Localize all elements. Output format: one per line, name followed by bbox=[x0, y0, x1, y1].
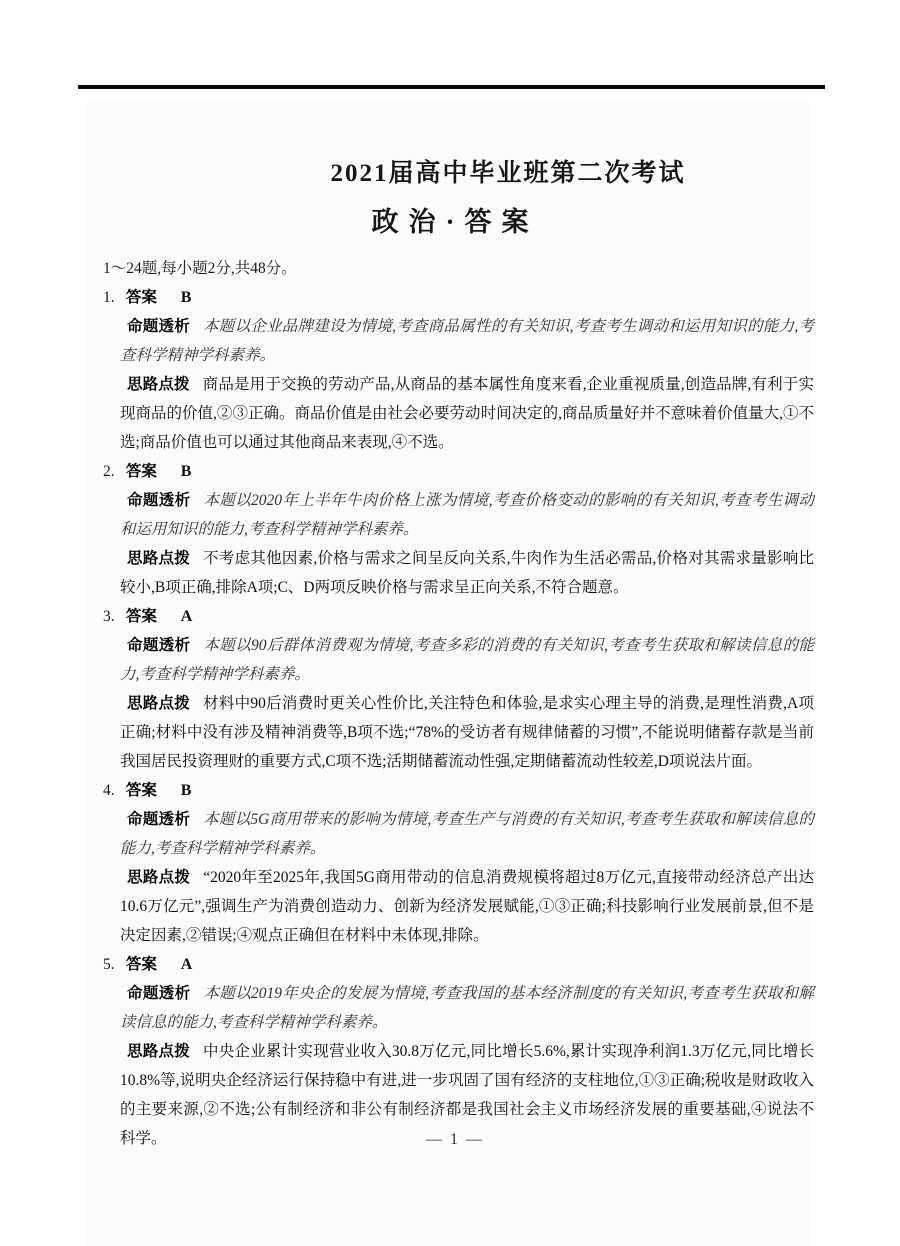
answer-label: 答案 bbox=[125, 463, 157, 480]
question-block bbox=[103, 776, 814, 950]
tips-paragraph bbox=[103, 370, 814, 457]
analysis-label: 命题透析 bbox=[127, 811, 191, 828]
answer-letter: A bbox=[180, 956, 193, 973]
question-number: 3. bbox=[103, 608, 115, 625]
question-block bbox=[103, 283, 814, 457]
answer-letter: B bbox=[180, 289, 192, 306]
analysis-text: 本题以2020年上半年牛肉价格上涨为情境,考查价格变动的影响的有关知识,考查考生调动和运用知识的能力,考查科学精神学科素养。 bbox=[120, 492, 814, 538]
answer-line bbox=[103, 457, 814, 486]
analysis-label: 命题透析 bbox=[127, 637, 191, 654]
tips-text: 中央企业累计实现营业收入30.8万亿元,同比增长5.6%,累计实现净利润1.3万亿元,同比增长10.8%等,说明央企经济运行保持稳中有进,进一步巩固了国有经济的支柱地位,①③正确;税收是财政收入的主要来源,②不选;公有制经济和非公有制经济都是我国社会主义市场经济发展的重要基础,④说法不科学。 bbox=[120, 1043, 814, 1147]
answer-label: 答案 bbox=[125, 608, 157, 625]
subject-title: 政治·答案 bbox=[371, 207, 539, 237]
question-block bbox=[103, 950, 814, 1153]
tips-text: “2020年至2025年,我国5G商用带动的信息消费规模将超过8万亿元,直接带动经济总产出达10.6万亿元”,强调生产为消费创造动力、创新为经济发展赋能,①③正确;科技影响行业发展前景,但不是决定因素,②错误;④观点正确但在材料中未体现,排除。 bbox=[120, 869, 814, 944]
answers-content bbox=[103, 254, 814, 1153]
questions-list bbox=[103, 283, 814, 1153]
answer-label: 答案 bbox=[125, 956, 157, 973]
answer-label: 答案 bbox=[125, 289, 157, 306]
tips-label: 思路点拨 bbox=[127, 550, 191, 567]
tips-label: 思路点拨 bbox=[127, 1043, 190, 1060]
question-block bbox=[103, 602, 814, 776]
question-block bbox=[103, 457, 814, 602]
analysis-label: 命题透析 bbox=[127, 318, 191, 335]
analysis-text: 本题以90后群体消费观为情境,考查多彩的消费的有关知识,考查考生获取和解读信息的能力,考查科学精神学科素养。 bbox=[120, 637, 814, 683]
tips-label: 思路点拨 bbox=[127, 869, 191, 886]
tips-paragraph bbox=[103, 544, 814, 602]
answer-letter: B bbox=[180, 782, 192, 799]
analysis-paragraph bbox=[103, 805, 814, 863]
answer-letter: B bbox=[180, 463, 192, 480]
tips-text: 商品是用于交换的劳动产品,从商品的基本属性角度来看,企业重视质量,创造品牌,有利于实现商品的价值,②③正确。商品价值是由社会必要劳动时间决定的,商品质量好并不意味着价值量大,①不选;商品价值也可以通过其他商品来表现,④不选。 bbox=[120, 376, 814, 451]
scoring-note: 1～24题,每小题2分,共48分。 bbox=[103, 260, 297, 277]
analysis-text: 本题以2019年央企的发展为情境,考查我国的基本经济制度的有关知识,考查考生获取和解读信息的能力,考查科学精神学科素养。 bbox=[120, 985, 814, 1031]
top-rule-divider bbox=[78, 85, 825, 89]
question-number: 4. bbox=[103, 782, 115, 799]
analysis-label: 命题透析 bbox=[127, 985, 191, 1002]
answer-line bbox=[103, 283, 814, 312]
answer-label: 答案 bbox=[125, 782, 157, 799]
tips-label: 思路点拨 bbox=[127, 376, 190, 393]
analysis-text: 本题以企业品牌建设为情境,考查商品属性的有关知识,考查考生调动和运用知识的能力,考查科学精神学科素养。 bbox=[120, 318, 814, 364]
answer-line bbox=[103, 602, 814, 631]
tips-paragraph bbox=[103, 863, 814, 950]
answer-line bbox=[103, 776, 814, 805]
tips-text: 不考虑其他因素,价格与需求之间呈反向关系,牛肉作为生活必需品,价格对其需求量影响比较小,B项正确,排除A项;C、D两项反映价格与需求呈正向关系,不符合题意。 bbox=[120, 550, 814, 596]
question-number: 5. bbox=[103, 956, 115, 973]
tips-label: 思路点拨 bbox=[127, 695, 191, 712]
tips-paragraph bbox=[103, 689, 814, 776]
answer-letter: A bbox=[180, 608, 193, 625]
analysis-paragraph bbox=[103, 486, 814, 544]
question-number: 2. bbox=[103, 463, 115, 480]
tips-text: 材料中90后消费时更关心性价比,关注特色和体验,是求实心理主导的消费,是理性消费,A项正确;材料中没有涉及精神消费等,B项不选;“78%的受访者有规律储蓄的习惯”,不能说明储蓄存款是当前我国居民投资理财的重要方式,C项不选;活期储蓄流动性强,定期储蓄流动性较差,D项说法片面。 bbox=[120, 695, 814, 770]
analysis-paragraph bbox=[103, 631, 814, 689]
analysis-text: 本题以5G商用带来的影响为情境,考查生产与消费的有关知识,考查考生获取和解读信息的能力,考查科学精神学科素养。 bbox=[120, 811, 814, 857]
answer-line bbox=[103, 950, 814, 979]
analysis-label: 命题透析 bbox=[127, 492, 191, 509]
page-number: — 1 — bbox=[426, 1131, 484, 1148]
analysis-paragraph bbox=[103, 979, 814, 1037]
exam-title: 2021届高中毕业班第二次考试 bbox=[330, 160, 686, 187]
analysis-paragraph bbox=[103, 312, 814, 370]
question-number: 1. bbox=[103, 289, 115, 306]
